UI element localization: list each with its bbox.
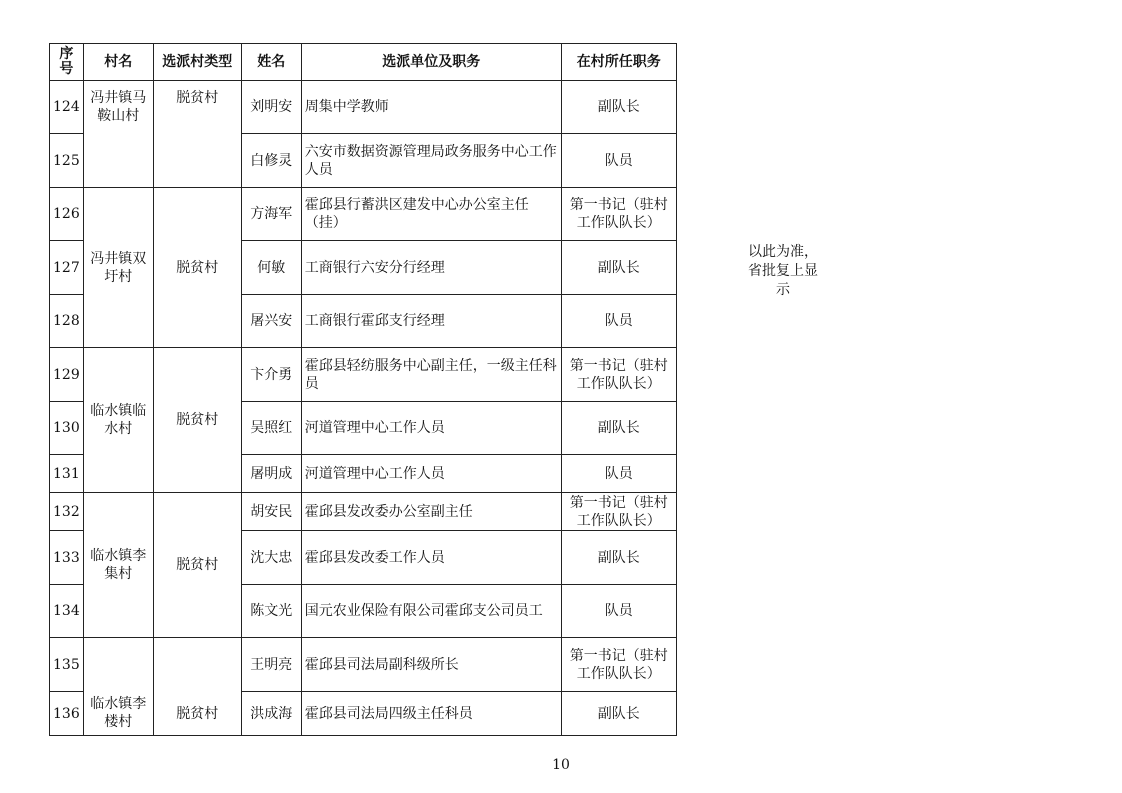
name-cell: 胡安民 — [241, 493, 301, 531]
type-cell: 脱贫村 — [153, 638, 241, 736]
position-cell: 第一书记（驻村工作队队长） — [561, 348, 676, 402]
type-cell: 脱贫村 — [153, 493, 241, 638]
position-cell: 队员 — [561, 134, 676, 188]
seq-cell: 127 — [50, 241, 84, 295]
header-type: 选派村类型 — [153, 44, 241, 81]
name-cell: 洪成海 — [241, 692, 301, 736]
name-cell: 白修灵 — [241, 134, 301, 188]
seq-cell: 124 — [50, 81, 84, 134]
seq-cell: 135 — [50, 638, 84, 692]
position-cell: 副队长 — [561, 241, 676, 295]
seq-cell: 132 — [50, 493, 84, 531]
unit-cell: 周集中学教师 — [301, 81, 561, 134]
table-row — [50, 188, 677, 241]
header-row — [50, 44, 677, 81]
header-seq: 序号 — [50, 44, 84, 81]
position-cell: 队员 — [561, 585, 676, 638]
unit-cell: 霍邱县轻纺服务中心副主任，一级主任科员 — [301, 348, 561, 402]
name-cell: 吴照红 — [241, 402, 301, 455]
seq-cell: 131 — [50, 455, 84, 493]
position-cell: 副队长 — [561, 531, 676, 585]
name-cell: 刘明安 — [241, 81, 301, 134]
seq-cell: 128 — [50, 295, 84, 348]
header-village: 村名 — [83, 44, 153, 81]
name-cell: 屠明成 — [241, 455, 301, 493]
seq-cell: 129 — [50, 348, 84, 402]
village-cell: 冯井镇马鞍山村 — [83, 81, 153, 188]
name-cell: 卞介勇 — [241, 348, 301, 402]
seq-cell: 136 — [50, 692, 84, 736]
village-cell: 临水镇李集村 — [83, 493, 153, 638]
position-cell: 第一书记（驻村工作队队长） — [561, 493, 676, 531]
unit-cell: 霍邱县司法局副科级所长 — [301, 638, 561, 692]
unit-cell: 霍邱县行蓄洪区建发中心办公室主任（挂） — [301, 188, 561, 241]
unit-cell: 河道管理中心工作人员 — [301, 402, 561, 455]
type-cell: 脱贫村 — [153, 348, 241, 493]
seq-cell: 130 — [50, 402, 84, 455]
name-cell: 何敏 — [241, 241, 301, 295]
name-cell: 陈文光 — [241, 585, 301, 638]
seq-cell: 125 — [50, 134, 84, 188]
table-row — [50, 81, 677, 134]
unit-cell: 国元农业保险有限公司霍邱支公司员工 — [301, 585, 561, 638]
unit-cell: 六安市数据资源管理局政务服务中心工作人员 — [301, 134, 561, 188]
unit-cell: 工商银行六安分行经理 — [301, 241, 561, 295]
unit-cell: 霍邱县发改委办公室副主任 — [301, 493, 561, 531]
unit-cell: 河道管理中心工作人员 — [301, 455, 561, 493]
unit-cell: 霍邱县发改委工作人员 — [301, 531, 561, 585]
village-cell: 临水镇临水村 — [83, 348, 153, 493]
page-number: 10 — [552, 757, 570, 773]
seq-cell: 126 — [50, 188, 84, 241]
type-cell: 脱贫村 — [153, 188, 241, 348]
position-cell: 副队长 — [561, 692, 676, 736]
side-note: 以此为准，省批复上显示 — [748, 244, 818, 298]
name-cell: 沈大忠 — [241, 531, 301, 585]
position-cell: 副队长 — [561, 402, 676, 455]
position-cell: 队员 — [561, 455, 676, 493]
table-row — [50, 638, 677, 692]
header-position: 在村所任职务 — [561, 44, 676, 81]
header-unit: 选派单位及职务 — [301, 44, 561, 81]
name-cell: 王明亮 — [241, 638, 301, 692]
table-row — [50, 493, 677, 531]
position-cell: 队员 — [561, 295, 676, 348]
position-cell: 第一书记（驻村工作队队长） — [561, 188, 676, 241]
position-cell: 第一书记（驻村工作队队长） — [561, 638, 676, 692]
name-cell: 屠兴安 — [241, 295, 301, 348]
seq-cell: 133 — [50, 531, 84, 585]
table-row — [50, 348, 677, 402]
unit-cell: 工商银行霍邱支行经理 — [301, 295, 561, 348]
unit-cell: 霍邱县司法局四级主任科员 — [301, 692, 561, 736]
type-cell: 脱贫村 — [153, 81, 241, 188]
header-name: 姓名 — [241, 44, 301, 81]
name-cell: 方海军 — [241, 188, 301, 241]
dispatch-roster-table — [49, 43, 677, 736]
position-cell: 副队长 — [561, 81, 676, 134]
village-cell: 冯井镇双圩村 — [83, 188, 153, 348]
seq-cell: 134 — [50, 585, 84, 638]
village-cell: 临水镇李楼村 — [83, 638, 153, 736]
